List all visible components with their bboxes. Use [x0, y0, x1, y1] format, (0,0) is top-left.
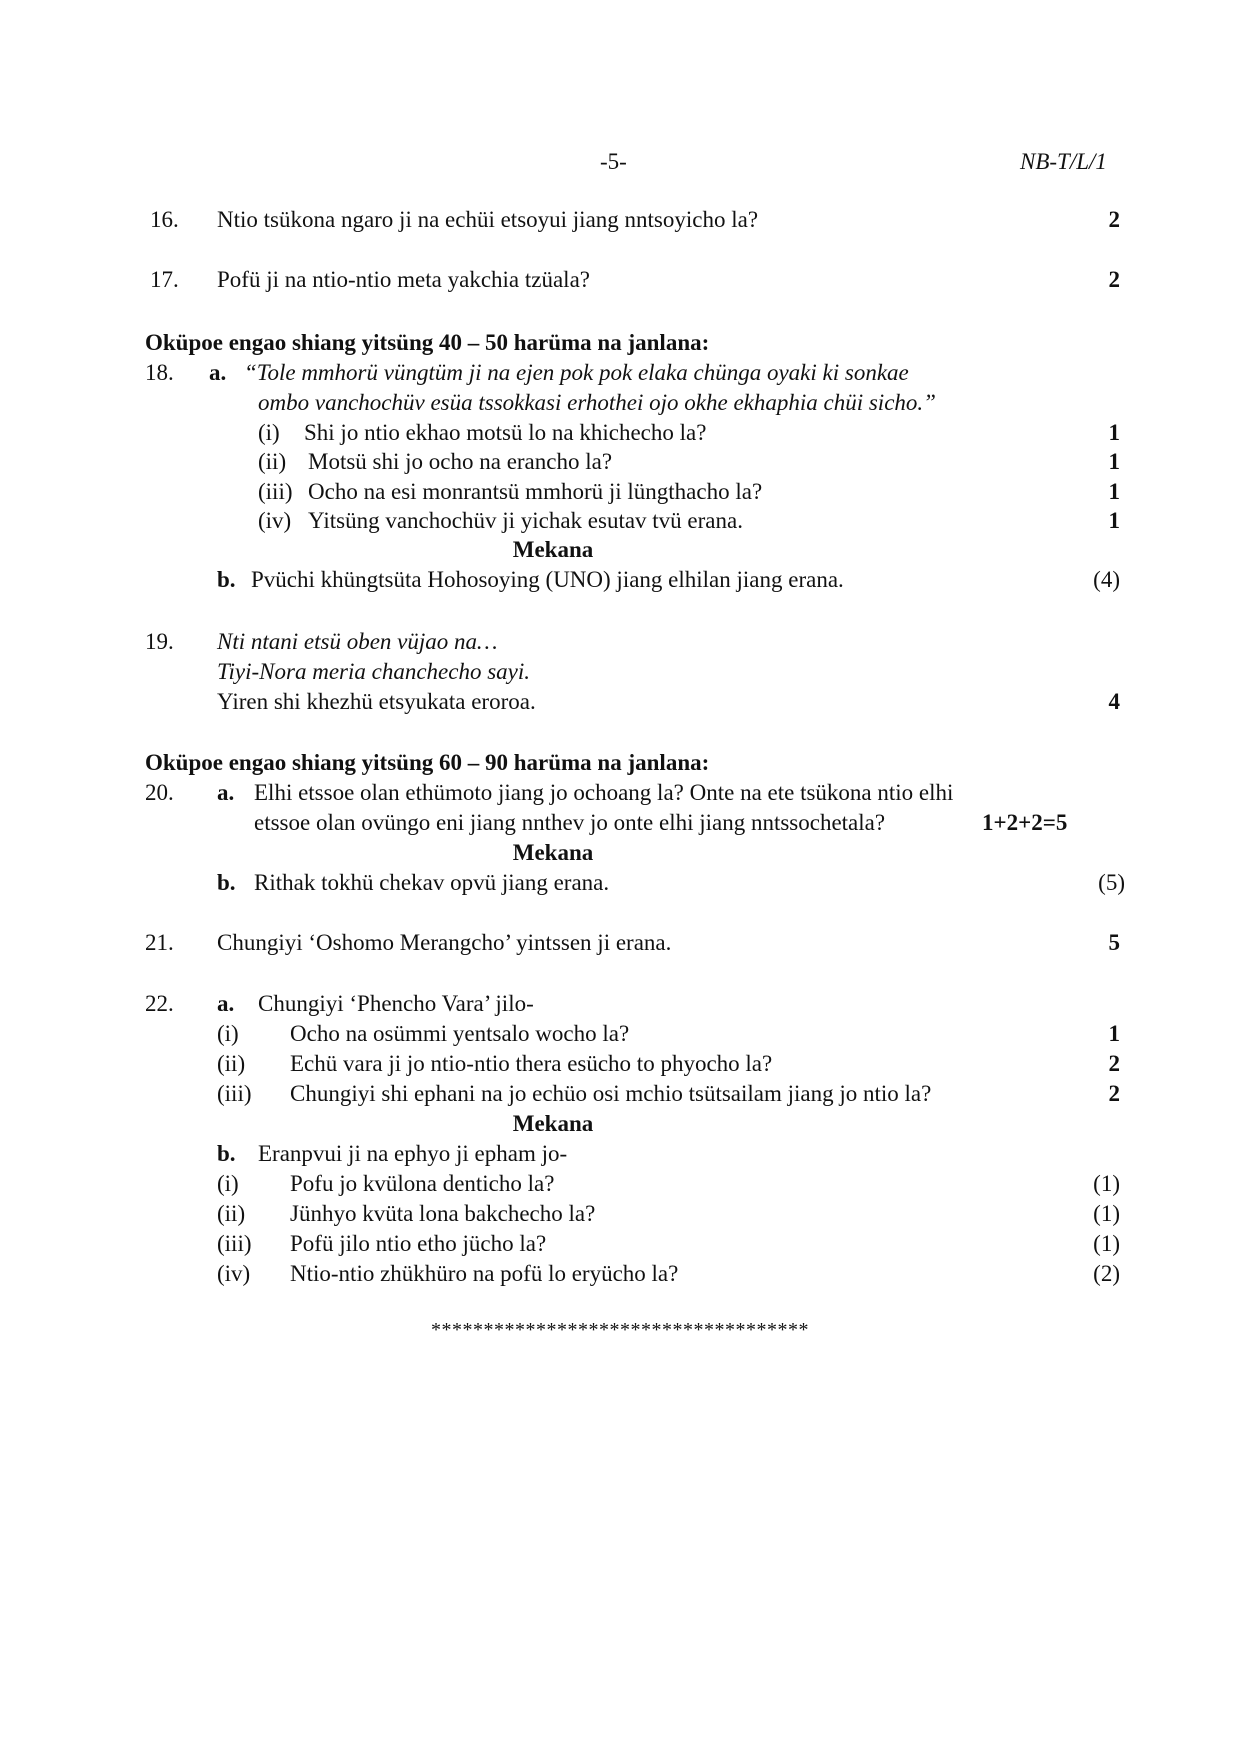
sub-question-marks: 2 [1108, 1051, 1120, 1076]
part-label: a. [209, 360, 227, 385]
part-label: a. [217, 991, 235, 1016]
question-marks: 5 [1108, 930, 1120, 955]
question-marks: 2 [1108, 267, 1120, 292]
page-number: -5- [600, 149, 627, 174]
sub-question-text: Shi jo ntio ekhao motsü lo na khichecho la? [304, 420, 707, 445]
sub-question-marks: (2) [1093, 1261, 1120, 1286]
or-separator: Mekana [512, 840, 594, 865]
sub-question-marks: (1) [1093, 1231, 1120, 1256]
sub-question-text: Ntio-ntio zhükhüro na pofü lo eryücho la? [290, 1261, 679, 1286]
sub-label: (ii) [217, 1201, 246, 1226]
question-text: Pofü ji na ntio-ntio meta yakchia tzüala? [217, 267, 590, 292]
sub-question-marks: (1) [1093, 1171, 1120, 1196]
poem-line: Nti ntani etsü oben vüjao na… [217, 629, 498, 654]
sub-question-marks: 1 [1108, 420, 1120, 445]
sub-question-marks: 1 [1108, 449, 1120, 474]
sub-question-marks: 1 [1108, 508, 1120, 533]
part-label: b. [217, 1141, 236, 1166]
question-number: 18. [145, 360, 174, 385]
sub-question-marks: (1) [1093, 1201, 1120, 1226]
question-number: 21. [145, 930, 174, 955]
question-number: 19. [145, 629, 174, 654]
sub-label: (ii) [258, 449, 287, 474]
question-number: 22. [145, 991, 174, 1016]
section-heading: Oküpoe engao shiang yitsüng 40 – 50 harüma na janlana: [145, 330, 710, 355]
part-label: b. [217, 870, 236, 895]
question-number: 17. [150, 267, 179, 292]
question-text: Chungiyi ‘Oshomo Merangcho’ yintssen ji erana. [217, 930, 672, 955]
or-separator: Mekana [512, 1111, 594, 1136]
sub-label: (iii) [217, 1231, 252, 1256]
sub-question-marks: 2 [1108, 1081, 1120, 1106]
part-text: Rithak tokhü chekav opvü jiang erana. [254, 870, 610, 895]
part-label: b. [217, 567, 236, 592]
sub-question-text: Motsü shi jo ocho na erancho la? [308, 449, 613, 474]
sub-question-text: Echü vara ji jo ntio-ntio thera esücho to phyocho la? [290, 1051, 773, 1076]
question-number: 20. [145, 780, 174, 805]
part-text: etssoe olan ovüngo eni jiang nnthev jo onte elhi jiang nntssochetala? [254, 810, 886, 835]
sub-question-marks: 1 [1108, 479, 1120, 504]
sub-question-text: Pofü jilo ntio etho jücho la? [290, 1231, 547, 1256]
part-text: Chungiyi ‘Phencho Vara’ jilo- [258, 991, 534, 1016]
question-marks: 4 [1108, 689, 1120, 714]
part-text: Elhi etssoe olan ethümoto jiang jo ochoang la? Onte na ete tsükona ntio elhi [254, 780, 954, 805]
sub-label: (i) [217, 1021, 239, 1046]
section-heading: Oküpoe engao shiang yitsüng 60 – 90 harüma na janlana: [145, 750, 710, 775]
sub-question-text: Chungiyi shi ephani na jo echüo osi mchio tsütsailam jiang jo ntio la? [290, 1081, 932, 1106]
sub-question-marks: 1 [1108, 1021, 1120, 1046]
question-marks: 2 [1108, 207, 1120, 232]
quote-line: ombo vanchochüv esüa tssokkasi erhothei ojo okhe ekhaphia chüi sicho.” [258, 390, 936, 415]
sub-label: (iii) [258, 479, 293, 504]
sub-label: (iv) [258, 508, 292, 533]
sub-question-text: Yitsüng vanchochüv ji yichak esutav tvü erana. [308, 508, 743, 533]
sub-question-text: Jünhyo kvüta lona bakchecho la? [290, 1201, 596, 1226]
sub-question-text: Pofu jo kvülona denticho la? [290, 1171, 555, 1196]
quote-line: “Tole mmhorü vüngtüm ji na ejen pok pok elaka chünga oyaki ki sonkae [244, 360, 909, 385]
part-marks: (4) [1093, 567, 1120, 592]
sub-question-text: Ocho na osümmi yentsalo wocho la? [290, 1021, 630, 1046]
sub-question-text: Ocho na esi monrantsü mmhorü ji lüngthacho la? [308, 479, 763, 504]
part-marks: (5) [1098, 870, 1125, 895]
or-separator: Mekana [512, 537, 594, 562]
sub-label: (iii) [217, 1081, 252, 1106]
part-text: Pvüchi khüngtsüta Hohosoying (UNO) jiang elhilan jiang erana. [251, 567, 844, 592]
sub-label: (ii) [217, 1051, 246, 1076]
poem-line: Tiyi-Nora meria chanchecho sayi. [217, 659, 531, 684]
end-of-paper-marker: ************************************ [431, 1319, 809, 1341]
part-label: a. [217, 780, 235, 805]
paper-code: NB-T/L/1 [1020, 149, 1107, 174]
question-number: 16. [150, 207, 179, 232]
sub-label: (i) [258, 420, 280, 445]
question-text: Yiren shi khezhü etsyukata eroroa. [217, 689, 536, 714]
part-text: Eranpvui ji na ephyo ji epham jo- [258, 1141, 568, 1166]
sub-label: (i) [217, 1171, 239, 1196]
question-text: Ntio tsükona ngaro ji na echüi etsoyui jiang nntsoyicho la? [217, 207, 759, 232]
sub-label: (iv) [217, 1261, 251, 1286]
part-marks: 1+2+2=5 [982, 810, 1068, 835]
